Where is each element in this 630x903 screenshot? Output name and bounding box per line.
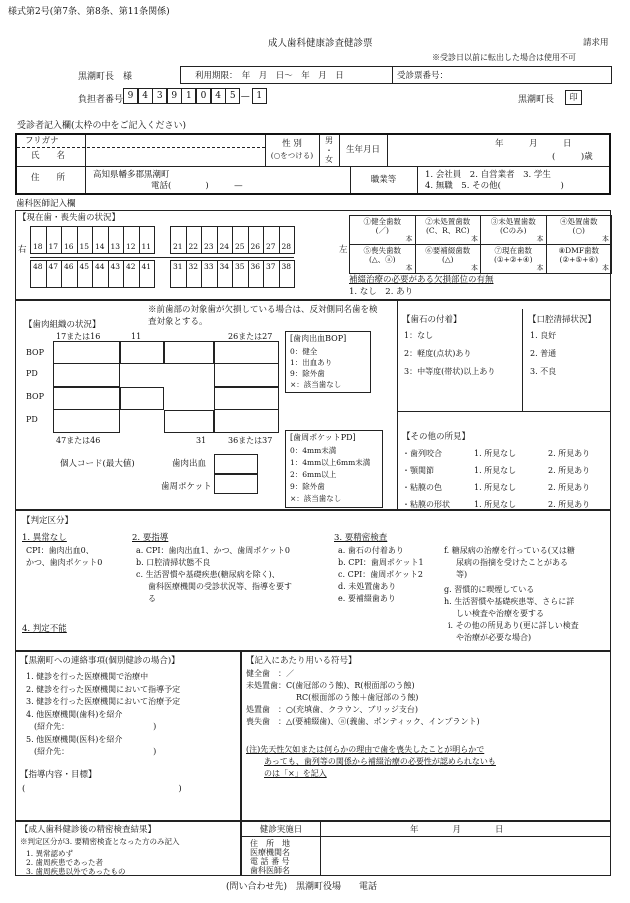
finding-name: ・顎関節 (402, 466, 434, 475)
payer-number-digit: 4 (138, 88, 153, 104)
right-side-label: 右 (18, 245, 27, 255)
tooth-count-unit: 本 (405, 264, 413, 272)
address-value[interactable]: 高知県幡多郡黒潮町 (93, 170, 170, 180)
pd-legend (285, 430, 383, 508)
oral-hygiene-option[interactable]: 2. 普通 (530, 349, 557, 358)
tooth-number: 48 (32, 262, 43, 271)
tooth-number: 47 (48, 262, 59, 271)
exam-date-field[interactable]: 年 月 日 (410, 825, 504, 835)
tooth-number: 42 (125, 262, 136, 271)
tooth-count-cell[interactable] (546, 244, 613, 274)
precise-result-section (15, 821, 241, 876)
occupation-label: 職業等 (370, 175, 397, 185)
pocket-label: 歯周ポケット (161, 482, 212, 492)
payer-number-digit: 3 (152, 88, 167, 104)
contact-item[interactable]: 3. 健診を行った医療機関において治療予定 (26, 697, 181, 706)
anterior-note-2: 査対象とする。 (148, 317, 208, 327)
page-title: 成人歯科健康診査健診票 (268, 38, 373, 49)
tooth-count-sublabel: (C、R、RC) (425, 226, 470, 235)
facility-phone-label: 電 話 番 号 (250, 857, 290, 866)
payer-number-label: 負担者番号 (78, 95, 124, 105)
name-label: 氏 名 (31, 151, 66, 161)
sex-label: 性 別 (282, 139, 302, 149)
tooth-number: 32 (188, 262, 199, 271)
payer-number-digit: 5 (225, 88, 240, 104)
contact-item[interactable]: (紹介先： ) (26, 747, 157, 756)
row-label-bop-upper: BOP (26, 348, 44, 357)
tooth-count-label: ④処置歯数 (560, 217, 598, 226)
symbols-note-2: あっても、歯列等の関係から補綴治療の必要性が認められないも (264, 757, 496, 766)
tooth-number: 13 (110, 242, 121, 251)
tooth-number: 26 (250, 242, 261, 251)
judge-normal-desc-1: CPI：歯肉出血0、 (26, 546, 94, 555)
judge-normal[interactable]: 1. 異常なし (22, 533, 67, 543)
judge-precise-i-2: や治療が必要な場合) (456, 633, 532, 642)
tooth-count-label: ⑧DMF歯数 (558, 246, 600, 255)
payer-number-digit: 9 (123, 88, 138, 104)
symbols-title: 【記入にあたり用いる符号】 (246, 656, 357, 666)
tooth-number: 45 (79, 262, 90, 271)
dentist-section-label: 歯科医師記入欄 (16, 199, 76, 209)
tooth-count-cell[interactable] (480, 244, 547, 274)
bop-item: 9：除外歯 (290, 369, 325, 378)
tooth-count-label: ②未処置歯数 (425, 217, 471, 226)
judge-precise-item[interactable]: a. 歯石の付着あり (338, 546, 404, 555)
tooth-count-label: ③未処置歯数 (490, 217, 536, 226)
top-label-anterior: 11 (131, 332, 142, 341)
calculus-option[interactable]: 2：軽度(点状)あり (404, 349, 472, 358)
judge-guidance-a[interactable]: a. CPI：歯肉出血1、かつ、歯周ポケット0 (136, 546, 290, 555)
gum-grid-lower-gap (120, 387, 164, 410)
calculus-title: 【歯石の付着】 (402, 315, 462, 325)
tooth-number: 17 (48, 242, 59, 251)
finding-name: ・粘膜の色 (402, 483, 442, 492)
tooth-number: 23 (203, 242, 214, 251)
personal-code-label: 個人コード(最大値) (60, 459, 135, 469)
prosthetic-options[interactable]: 1. なし 2. あり (349, 287, 414, 297)
left-side-label: 左 (339, 245, 348, 255)
judgement-title: 【判定区分】 (22, 516, 74, 526)
tooth-number: 15 (79, 242, 90, 251)
top-label-posterior-right: 17または16 (56, 332, 101, 341)
finding-option-present[interactable]: 2. 所見あり (548, 466, 591, 475)
finding-name: ・粘膜の形状 (402, 500, 450, 509)
finding-option-none[interactable]: 1. 所見なし (474, 449, 517, 458)
finding-option-present[interactable]: 2. 所見あり (548, 449, 591, 458)
patient-section-label: 受診者記入欄(太枠の中をご記入ください) (17, 121, 187, 131)
copy-type: 請求用 (583, 38, 609, 48)
symbols-note-3: のは「×」を記入 (264, 769, 327, 778)
finding-name: ・歯列咬合 (402, 449, 442, 458)
tooth-count-cell[interactable] (415, 244, 482, 274)
tooth-count-unit: 本 (602, 264, 609, 272)
tooth-number: 46 (63, 262, 74, 271)
exam-date-label: 健診実施日 (259, 825, 303, 835)
judgement-section (15, 510, 611, 651)
tooth-number: 27 (265, 242, 276, 251)
contact-item[interactable]: 5. 他医療機関(医科)を紹介 (26, 734, 123, 744)
bop-item: 1：出血あり (290, 358, 333, 367)
tooth-count-sublabel: (○) (572, 226, 585, 235)
row-label-pd-lower: PD (26, 415, 38, 424)
bottom-label-posterior-right: 47または46 (56, 436, 101, 445)
facility-name-label: 医療機関名 (250, 848, 290, 857)
payer-number-dash: — (240, 92, 250, 102)
tooth-number: 21 (172, 242, 183, 251)
bop-item: 0：健全 (290, 347, 318, 356)
tooth-number: 14 (94, 242, 105, 251)
finding-option-none[interactable]: 1. 所見なし (474, 500, 517, 509)
bop-item: ×：該当歯なし (290, 380, 342, 389)
tooth-number: 12 (125, 242, 136, 251)
row-label-pd-upper: PD (26, 369, 38, 378)
judge-precise-h-2: しい検査や治療を要する (456, 609, 544, 618)
top-label-posterior-left: 26または27 (228, 332, 273, 341)
gum-grid-upper-right[interactable] (53, 341, 120, 387)
precise-option[interactable]: 1. 異常認めず (26, 849, 74, 858)
judge-normal-desc-2: かつ、歯肉ポケット0 (26, 558, 103, 567)
contact-item[interactable]: (紹介先： ) (26, 722, 157, 731)
pd-item: 9：除外歯 (290, 482, 325, 491)
tooth-count-unit: 本 (602, 235, 609, 243)
tooth-number: 31 (172, 262, 183, 271)
tooth-number: 16 (63, 242, 74, 251)
furigana-label: フリガナ (25, 136, 59, 146)
tooth-count-cell[interactable] (480, 215, 547, 245)
pd-item: ×：該当歯なし (290, 494, 342, 503)
tooth-count-cell[interactable] (349, 215, 416, 245)
occupation-options-2[interactable]: 4. 無職 5. その他( ) (425, 181, 564, 191)
judge-precise-f-3: 等) (456, 570, 468, 579)
tooth-number: 36 (250, 262, 261, 271)
judge-precise-f[interactable]: f. 糖尿病の治療を行っている(又は糖 (444, 546, 575, 555)
tooth-count-sublabel: (Cのみ) (499, 226, 527, 235)
judge-guidance-c-3: る (148, 594, 156, 603)
oral-hygiene-option[interactable]: 3. 不良 (530, 367, 557, 376)
tooth-number: 24 (219, 242, 230, 251)
precise-option[interactable]: 2. 歯周疾患であった者 (26, 858, 103, 867)
row-label-bop-lower: BOP (26, 392, 44, 401)
dob-field[interactable]: 年 月 日 (495, 139, 572, 149)
gum-grid-upper-left[interactable] (214, 341, 279, 387)
tooth-number: 11 (141, 242, 152, 251)
tooth-number: 35 (234, 262, 245, 271)
tooth-count-cell[interactable] (349, 244, 416, 274)
tooth-number: 18 (32, 242, 43, 251)
periodontal-section (15, 300, 611, 510)
issuer: 黒潮町長 (518, 95, 555, 105)
judge-guidance-c[interactable]: c. 生活習慣や基礎疾患(糖尿病を除く)、 (136, 570, 280, 579)
dob-label: 生年月日 (345, 145, 380, 155)
age-field[interactable]: ( )歳 (552, 152, 593, 162)
judge-precise-g[interactable]: g. 習慣的に喫煙している (444, 585, 535, 594)
gum-grid-lower-right[interactable] (53, 387, 120, 433)
bleeding-label: 歯肉出血 (172, 459, 207, 469)
finding-option-present[interactable]: 2. 所見あり (548, 483, 591, 492)
payer-number-digit: 1 (181, 88, 196, 104)
bop-legend (285, 331, 371, 393)
seal-icon: 印 (565, 90, 582, 105)
tooth-count-cell[interactable] (546, 215, 613, 245)
bottom-label-posterior-left: 36または37 (228, 436, 273, 445)
tooth-number: 44 (94, 262, 105, 271)
tooth-count-sublabel: (／) (375, 226, 389, 235)
judge-precise-item[interactable]: c. CPI：歯周ポケット2 (338, 570, 423, 579)
judge-precise-i[interactable]: i. その他の所見あり(更に詳しい検査 (448, 621, 579, 630)
facility-address-label: 住 所 地 (250, 839, 290, 848)
tooth-count-sublabel: (△、ⓐ) (368, 255, 396, 264)
tooth-number: 41 (141, 262, 152, 271)
tooth-count-unit: 本 (405, 235, 413, 243)
judge-guidance-b[interactable]: b. 口腔清掃状態不良 (136, 558, 211, 567)
tooth-count-unit: 本 (471, 264, 478, 272)
guidance-title: 【指導内容・目標】 (20, 770, 97, 780)
payer-number-digit: 0 (196, 88, 211, 104)
judge-precise-item[interactable]: d. 未処置歯あり (338, 582, 397, 591)
bop-legend-title: [歯肉出血BOP] (290, 334, 347, 343)
gum-grid-upper-gap (164, 341, 214, 364)
symbols-section (241, 651, 611, 821)
judge-precise-item[interactable]: e. 要補綴歯あり (338, 594, 396, 603)
tooth-number: 25 (234, 242, 245, 251)
guidance-field[interactable]: ( ) (22, 784, 182, 794)
contact-item[interactable]: 4. 他医療機関(歯科)を紹介 (26, 709, 123, 719)
payer-number-digit: 9 (167, 88, 182, 104)
contact-item[interactable]: 2. 健診を行った医療機関において指導予定 (26, 684, 181, 694)
judge-undeterminable[interactable]: 4. 判定不能 (22, 624, 67, 634)
contact-title: 【黒潮町への連絡事項(個別健診の場合)】 (20, 656, 180, 666)
prosthetic-question: 補綴治療の必要がある欠損部位の有無 (349, 275, 494, 285)
tooth-number: 22 (188, 242, 199, 251)
calculus-option[interactable]: 3：中等度(帯状)以上あり (404, 367, 496, 376)
tooth-number: 37 (265, 262, 276, 271)
oral-hygiene-title: 【口腔清掃状況】 (528, 315, 597, 325)
pocket-code-field[interactable] (214, 474, 258, 494)
mayor-address: 黒潮町長 様 (78, 72, 133, 82)
address-label: 住 所 (31, 173, 66, 183)
symbol-treated: 処置歯 ：○(充填歯、クラウン、ブリッジ支台) (246, 705, 418, 714)
calculus-option[interactable]: 1：なし (404, 331, 434, 340)
inquiry-footer: (問い合わせ先) 黒潮町役場 電話 (226, 882, 378, 892)
tooth-count-unit: 本 (471, 235, 478, 243)
symbol-healthy: 健全歯 ：／ (246, 669, 294, 678)
form-number: 様式第2号(第7条、第8条、第11条関係) (8, 7, 170, 17)
anterior-note-1: ※前歯部の対象歯が欠損している場合は、反対側同名歯を検 (148, 305, 378, 315)
tooth-count-sublabel: (②+⑤+④) (559, 255, 599, 264)
occupation-options-1[interactable]: 1. 会社員 2. 自営業者 3. 学生 (425, 170, 551, 180)
symbols-note-1: (注)先天性欠如または何らかの理由で歯を喪失したことが明らかで (246, 745, 485, 754)
furigana-field[interactable] (87, 135, 263, 146)
teeth-title: 【現在歯・喪失歯の状況】 (18, 213, 121, 223)
symbol-missing: 喪失歯 ：△(要補綴歯)、ⓐ(義歯、ポンティック、インプラント) (246, 717, 480, 726)
oral-hygiene-option[interactable]: 1. 良好 (530, 331, 557, 340)
findings-title: 【その他の所見】 (402, 432, 471, 442)
payer-number-digit: 4 (211, 88, 226, 104)
ticket-number-label: 受診票番号： (397, 71, 449, 81)
tooth-count-label: ⑤喪失歯数 (363, 246, 401, 255)
dentist-name-label: 歯科医師名 (250, 866, 290, 875)
validity-box (180, 66, 612, 84)
tooth-count-sublabel: (△) (441, 255, 454, 264)
precise-option[interactable]: 3. 歯周疾患以外であったもの (26, 867, 126, 876)
sex-options[interactable]: 男 ・ 女 (325, 136, 333, 164)
finding-option-none[interactable]: 1. 所見なし (474, 483, 517, 492)
tooth-count-label: ⑥要補綴歯数 (425, 246, 471, 255)
finding-option-present[interactable]: 2. 所見あり (548, 500, 591, 509)
validity-label: 利用期限： 年 月 日〜 年 月 日 (195, 71, 344, 81)
tooth-count-unit: 本 (536, 264, 544, 272)
facility-info-field[interactable] (322, 838, 608, 874)
facility-section (241, 821, 611, 876)
payer-number-digit: 1 (252, 88, 267, 104)
judge-guidance-c-2: 歯科医療機関の受診状況等、指導を要す (148, 582, 292, 591)
symbol-untreated: 未処置歯：C(歯冠部のう蝕)、R(根面部のう蝕) (246, 681, 415, 690)
sex-note: (○をつける) (270, 151, 314, 160)
judge-guidance[interactable]: 2. 要指導 (132, 533, 169, 543)
judge-precise[interactable]: 3. 要精密検査 (334, 533, 388, 543)
contact-item[interactable]: 1. 健診を行った医療機関で治療中 (26, 672, 149, 681)
tooth-count-cell[interactable] (415, 215, 482, 245)
pd-item: 0：4mm未満 (290, 446, 337, 455)
finding-option-none[interactable]: 1. 所見なし (474, 466, 517, 475)
teeth-status-box (15, 210, 611, 300)
tooth-number: 38 (281, 262, 292, 271)
symbol-untreated-rc: RC(根面部のう蝕＋歯冠部のう蝕) (296, 693, 419, 702)
judge-precise-h[interactable]: h. 生活習慣や基礎疾患等、さらに詳 (444, 597, 575, 606)
patient-table (15, 133, 611, 195)
judge-precise-item[interactable]: b. CPI：歯周ポケット1 (338, 558, 424, 567)
bleeding-code-field[interactable] (214, 454, 258, 474)
gum-grid-lower-anterior[interactable] (164, 410, 214, 433)
precise-note: ※判定区分が3. 要精密検査となった方のみ記入 (20, 837, 180, 846)
precise-title: 【成人歯科健診後の精密検査結果】 (20, 825, 157, 835)
bottom-label-anterior: 31 (196, 436, 207, 445)
pd-item: 2：6mm以上 (290, 470, 337, 479)
tooth-number: 28 (281, 242, 292, 251)
contact-section (15, 651, 241, 821)
name-field[interactable] (87, 148, 263, 165)
tooth-number: 33 (203, 262, 214, 271)
pd-item: 1：4mm以上6mm未満 (290, 458, 371, 467)
tooth-count-unit: 本 (536, 235, 544, 243)
transfer-note: ※受診日以前に転出した場合は使用不可 (432, 53, 576, 62)
tooth-midline (30, 257, 294, 258)
phone-field[interactable]: 電話( ) — (151, 181, 243, 191)
gum-grid-lower-left[interactable] (214, 387, 279, 433)
gum-tissue-title: 【歯肉組織の状況】 (24, 320, 101, 330)
gum-grid-upper-anterior[interactable] (120, 341, 164, 364)
tooth-number: 43 (110, 262, 121, 271)
tooth-count-label: ①健全歯数 (363, 217, 401, 226)
judge-precise-f-2: 尿病の指摘を受けたことがある (456, 558, 568, 567)
tooth-number: 34 (219, 262, 230, 271)
pd-legend-title: [歯周ポケットPD] (290, 433, 356, 442)
tooth-count-sublabel: (①+②+④) (493, 255, 533, 264)
tooth-count-label: ⑦現在歯数 (494, 246, 532, 255)
